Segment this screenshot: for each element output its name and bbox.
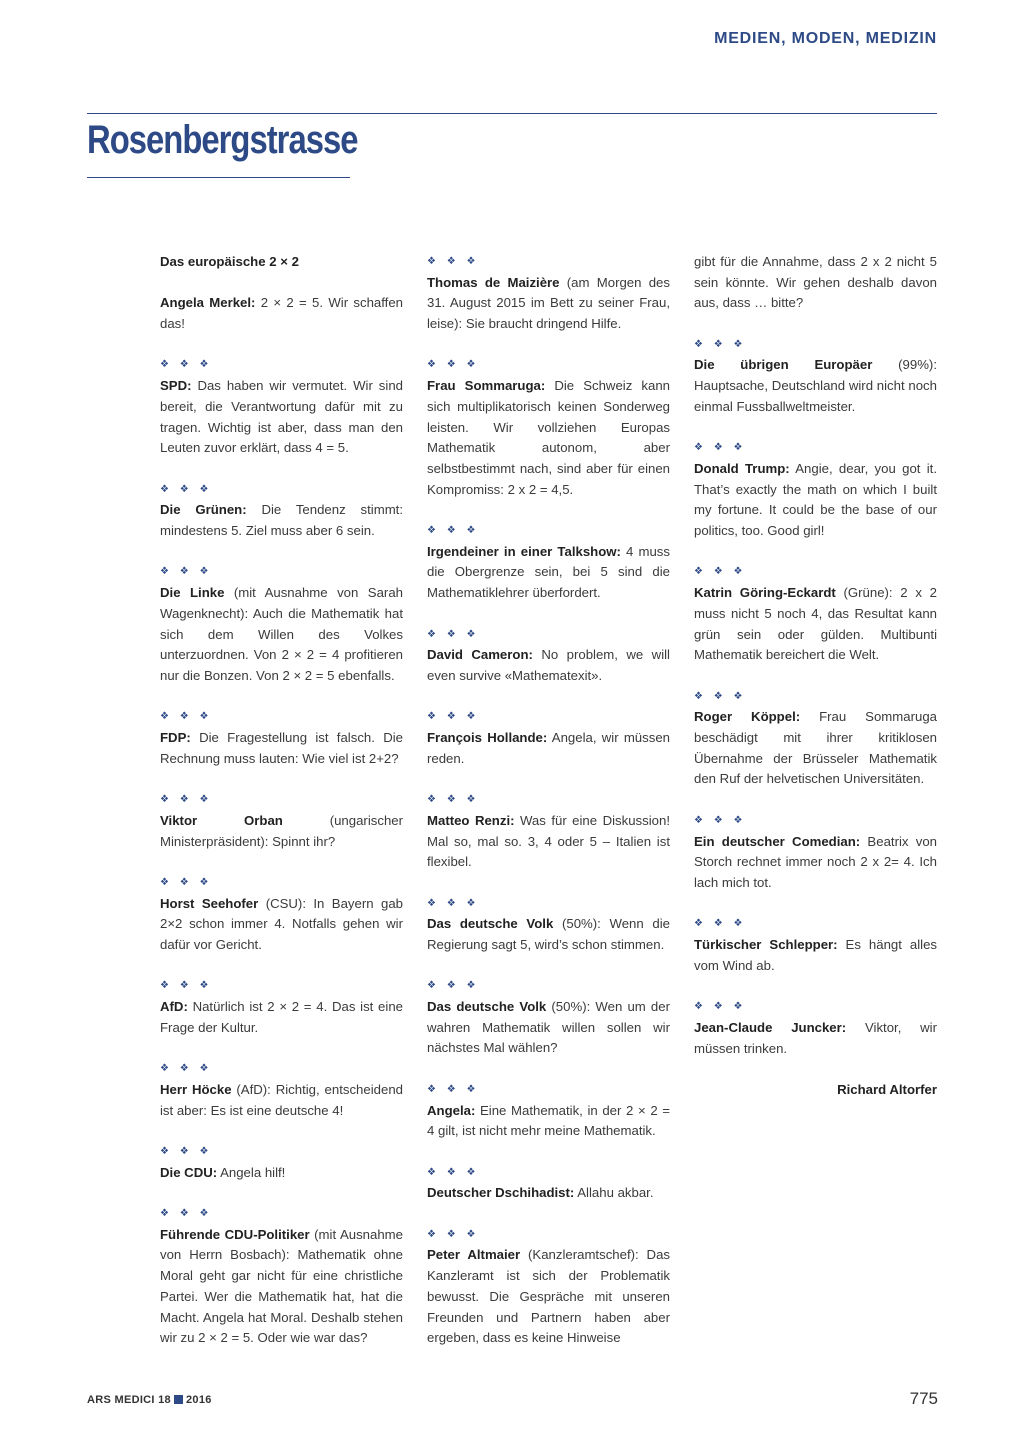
page-number: 775 [909, 1389, 938, 1408]
speaker: Irgendeiner in einer Talkshow: [427, 543, 621, 559]
statement: 2 × 2 = 5. Wir schaffen das! [160, 295, 403, 332]
entry-linke [160, 562, 403, 686]
column-2 [427, 252, 670, 1349]
entry-afd [160, 976, 403, 1038]
ornament-separator: ❖ ❖ ❖ [160, 711, 213, 723]
speaker: Donald Trump: [694, 460, 790, 476]
statement: gibt für die Annahme, dass 2 x 2 nicht 5 sein könnte. Wir gehen deshalb davon aus, dass … bitte? [694, 254, 937, 311]
statement: (Grüne): 2 x 2 muss nicht 5 noch 4, das Resultat kann grün sein oder gülden. Multibunti Mathematik bereichert die Welt. [694, 585, 937, 663]
speaker: Herr Höcke [160, 1081, 232, 1097]
entry-koeppel [694, 687, 937, 791]
entry-altmaier-continued [694, 252, 937, 314]
ornament-separator: ❖ ❖ ❖ [160, 1208, 213, 1220]
speaker: Katrin Göring-Eckardt [694, 585, 836, 601]
ornament-separator: ❖ ❖ ❖ [427, 628, 480, 640]
statement: No problem, we will even survive «Mathematexit». [427, 647, 670, 683]
entry-trump [694, 438, 937, 542]
entry-goering-eckardt [694, 562, 937, 666]
statement: (AfD): Richtig, entscheidend ist aber: Es ist eine deutsche 4! [160, 1081, 403, 1118]
entry-fdp [160, 707, 403, 769]
statement: Was für eine Diskussion! Mal so, mal so. 3, 4 oder 5 – Italien ist flexibel. [427, 812, 670, 870]
article-heading: Das europäische 2 × 2 [160, 254, 299, 269]
ornament-separator: ❖ ❖ ❖ [694, 442, 747, 454]
ornament-separator: ❖ ❖ ❖ [694, 918, 747, 930]
entry-europaeer [694, 335, 937, 418]
ornament-separator: ❖ ❖ ❖ [694, 1001, 747, 1013]
ornament-separator: ❖ ❖ ❖ [160, 359, 213, 371]
speaker: Deutscher Dschihadist: [427, 1185, 575, 1201]
entry-cdu-politiker [160, 1204, 403, 1349]
ornament-separator: ❖ ❖ ❖ [427, 1228, 480, 1240]
ornament-separator: ❖ ❖ ❖ [160, 876, 213, 888]
ornament-separator: ❖ ❖ ❖ [694, 690, 747, 702]
ornament-separator: ❖ ❖ ❖ [694, 338, 747, 350]
entry-spd [160, 355, 403, 459]
ornament-separator: ❖ ❖ ❖ [427, 359, 480, 371]
statement: Beatrix von Storch rechnet immer noch 2 x 2= 4. Ich lach mich tot. [694, 833, 937, 890]
column-3 [694, 252, 937, 1101]
statement: Eine Mathematik, in der 2 × 2 = 4 gilt, ist nicht mehr meine Mathematik. [427, 1102, 670, 1139]
statement: Das haben wir vermutet. Wir sind bereit, die Verantwortung dafür mit zu tragen. Wichtig ist aber, dass man den Leuten zuvor erklärt, dass 4 = 5. [160, 378, 403, 456]
statement: 4 muss die Obergrenze sein, bei 5 sind die Mathematiklehrer überfordert. [427, 543, 670, 601]
statement: (Kanzleramtschef): Das Kanzleramt ist sich der Problematik bewusst. Die Gespräche mit unseren Freunden und Partnern haben aber ergeben, dass es keine Hinweise [427, 1247, 670, 1346]
speaker: Die übrigen Europäer [694, 357, 873, 373]
statement: Die Fragestellung ist falsch. Die Rechnung muss lauten: Wie viel ist 2+2? [160, 730, 403, 766]
speaker: François Hollande: [427, 730, 548, 746]
statement: (ungarischer Ministerpräsident): Spinnt ihr? [160, 812, 404, 849]
speaker: Führende CDU-Politiker [160, 1226, 310, 1242]
speaker: FDP: [160, 730, 191, 746]
speaker: SPD: [160, 378, 192, 394]
entry-volk-2 [427, 976, 670, 1059]
author-signature: Richard Altorfer [837, 1081, 937, 1097]
statement: (CSU): In Bayern gab 2×2 schon immer 4. Notfalls gehen wir dafür vor Gericht. [160, 895, 403, 952]
speaker: Das deutsche Volk [427, 916, 554, 932]
ornament-separator: ❖ ❖ ❖ [160, 794, 213, 806]
entry-seehofer [160, 873, 403, 956]
entry-merkel [160, 293, 403, 334]
statement: Angela hilf! [217, 1164, 286, 1180]
ornament-separator: ❖ ❖ ❖ [160, 980, 213, 992]
speaker: Das deutsche Volk [427, 999, 547, 1015]
statement: Die Tendenz stimmt: mindestens 5. Ziel muss aber 6 sein. [160, 502, 404, 539]
speaker: Türkischer Schlepper: [694, 937, 838, 953]
entry-altmaier [427, 1225, 670, 1349]
ornament-separator: ❖ ❖ ❖ [427, 1166, 480, 1178]
statement: (mit Ausnahme von Sarah Wagenknecht): Auch die Mathematik hat sich dem Willen des Volkes unterzuordnen. Von 2 × 2 = 4 profitieren nur die Bonzen. Von 2 × 2 = 5 ebenfalls. [160, 585, 403, 683]
statement: (99%): Hauptsache, Deutschland wird nicht noch einmal Fussballweltmeister. [694, 357, 937, 414]
speaker: Roger Köppel: [694, 709, 801, 725]
ornament-separator: ❖ ❖ ❖ [160, 483, 213, 495]
speaker: Thomas de Maizière [427, 274, 560, 290]
ornament-separator: ❖ ❖ ❖ [160, 1063, 213, 1075]
statement: Die Schweiz kann sich multiplikatorisch keinen Sonderweg leisten. Wir vollziehen Europas Mathematik autonom, aber selbstbestimmt nach, sind aber für einen Kompromiss: 2 x 2 = 4,5. [427, 378, 670, 497]
column-1 [160, 252, 403, 1349]
square-icon [174, 1395, 183, 1404]
ornament-separator: ❖ ❖ ❖ [427, 980, 480, 992]
journal-year: 2016 [185, 1394, 212, 1406]
speaker: Viktor Orban [160, 812, 283, 828]
statement: Angie, dear, you got it. That’s exactly the math on which I built my fortune. It could be the base of our politics, too. Good girl! [694, 460, 937, 539]
speaker: Die Linke [160, 585, 225, 601]
statement: (50%): Wen um der wahren Mathematik willen sollen wir nächstes Mal wählen? [427, 999, 670, 1056]
entry-hollande [427, 707, 670, 769]
statement: Es hängt alles vom Wind ab. [694, 937, 937, 973]
statement: Allahu akbar. [574, 1185, 654, 1201]
ornament-separator: ❖ ❖ ❖ [427, 794, 480, 806]
speaker: Angela Merkel: [160, 295, 256, 311]
entry-renzi [427, 790, 670, 873]
statement: Viktor, wir müssen trinken. [694, 1019, 937, 1056]
entry-cameron [427, 625, 670, 687]
title-rule [87, 177, 350, 178]
speaker: Peter Altmaier [427, 1247, 521, 1263]
speaker: Angela: [427, 1102, 476, 1118]
entry-dschihadist [427, 1163, 670, 1204]
entry-talkshow [427, 521, 670, 604]
top-rule [87, 113, 937, 114]
speaker: Jean-Claude Juncker: [694, 1019, 847, 1035]
statement: Frau Sommaruga beschädigt mit ihrer kritiklosen Übernahme der Brüsseler Mathematik den Ruf der helvetischen Universitäten. [694, 709, 937, 787]
ornament-separator: ❖ ❖ ❖ [694, 814, 747, 826]
statement: Angela, wir müssen reden. [427, 730, 670, 766]
ornament-separator: ❖ ❖ ❖ [427, 1083, 480, 1095]
statement: (am Morgen des 31. August 2015 im Bett zu seiner Frau, leise): Sie braucht dringend Hilfe. [427, 274, 670, 332]
statement: Natürlich ist 2 × 2 = 4. Das ist eine Frage der Kultur. [160, 999, 403, 1035]
speaker: Horst Seehofer [160, 895, 259, 911]
entry-orban [160, 790, 403, 852]
ornament-separator: ❖ ❖ ❖ [160, 566, 213, 578]
speaker: AfD: [160, 999, 188, 1015]
ornament-separator: ❖ ❖ ❖ [427, 711, 480, 723]
entry-maiziere [427, 252, 670, 335]
speaker: David Cameron: [427, 647, 533, 663]
entry-volk-1 [427, 894, 670, 956]
ornament-separator: ❖ ❖ ❖ [694, 566, 747, 578]
section-label: MEDIEN, MODEN, MEDIZIN [714, 30, 937, 47]
entry-juncker [694, 997, 937, 1059]
statement: (50%): Wenn die Regierung sagt 5, wird’s schon stimmen. [427, 916, 670, 952]
statement: (mit Ausnahme von Herrn Bosbach): Mathematik ohne Moral geht gar nicht für eine christliche Partei. Wer die Mathematik hat, hat die Macht. Angela hat Moral. Deshalb stehen wir zu 2 × 2 = 5. Oder wie war das? [160, 1226, 403, 1346]
speaker: Frau Sommaruga: [427, 378, 546, 394]
ornament-separator: ❖ ❖ ❖ [160, 1145, 213, 1157]
entry-schlepper [694, 914, 937, 976]
entry-hoecke [160, 1059, 403, 1121]
page-title: Rosenbergstrasse [87, 118, 358, 162]
speaker: Die CDU: [160, 1164, 218, 1180]
entry-sommaruga [427, 355, 670, 500]
journal-name: ARS MEDICI 18 [87, 1394, 171, 1406]
ornament-separator: ❖ ❖ ❖ [427, 525, 480, 537]
ornament-separator: ❖ ❖ ❖ [427, 256, 480, 267]
speaker: Die Grünen: [160, 502, 247, 518]
entry-gruene [160, 480, 403, 542]
ornament-separator: ❖ ❖ ❖ [427, 897, 480, 909]
speaker: Matteo Renzi: [427, 812, 515, 828]
entry-cdu [160, 1142, 403, 1183]
entry-comedian [694, 811, 937, 894]
footer-journal [87, 1394, 212, 1406]
speaker: Ein deutscher Comedian: [694, 833, 861, 849]
entry-angela [427, 1080, 670, 1142]
